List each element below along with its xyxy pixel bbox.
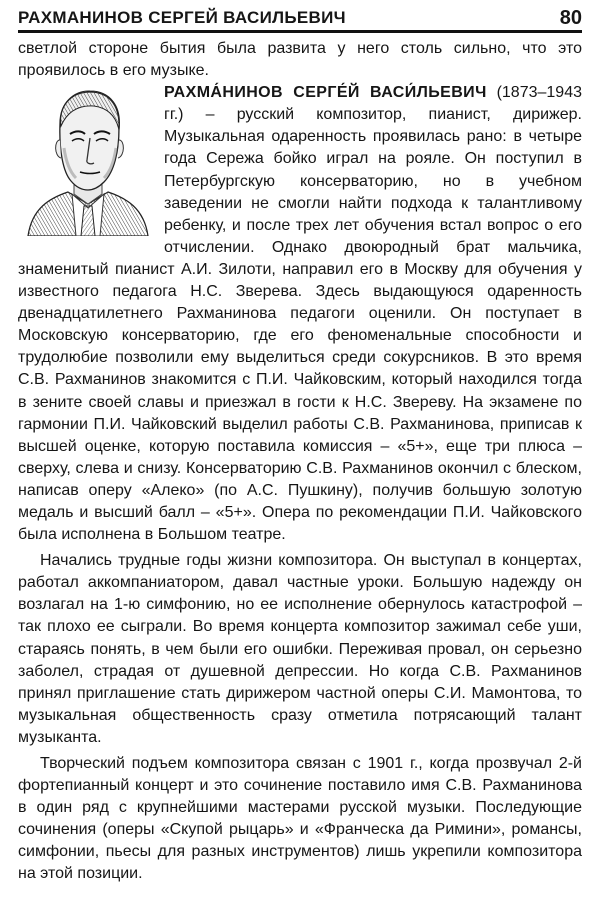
paragraph-3: Творческий подъем композитора связан с 1901 г., когда прозвучал 2-й фортепианный концерт и это сочинение поставило имя С.В. Рахманинова в один ряд с крупнейшими мастерами русской музыки. Последующие сочинения (оперы «Скупой рыцарь» и «Франческа да Римини», романсы, симфонии, пьесы для разных инструментов) лишь укрепили композитора на этой позиции. [18,755,582,883]
portrait-engraving-icon [24,86,152,236]
running-title: РАХМАНИНОВ СЕРГЕЙ ВАСИЛЬЕВИЧ [18,8,346,27]
paragraph-1-text: (1873–1943 гг.) – русский композитор, пианист, дирижер. Музыкальная одаренность проявилась рано: в четыре года Сережа бойко играл на рояле. Он поступил в Петербургскую консерваторию, но в учебном заведении не смогли найти подхода к талантливому ребенку, и после трех лет обучения встал вопрос о его отчислении. Однако двоюродный брат мальчика, знаменитый пианист А.И. Зилоти, направил его в Москву для обучения у известного педагога Н.С. Зверева. Здесь выдающуюся одаренность двенадцатилетнего Рахманинова педагоги оценили. Он поступает в Московскую консерваторию, где его феноменальные способности и трудолюбие позволили ему выделиться среди сокурсников. В это время С.В. Рахманинов знакомится с П.И. Чайковским, который находился тогда в зените своей славы и приезжал в гости к Н.С. Звереву. На экзамене по гармонии П.И. Чайковский выделил работы С.В. Рахманинова, приписав к высшей оценке, которую поставила комиссия – «5+», еще три плюса – сверху, слева и снизу. Консерваторию С.В. Рахманинов окончил с блеском, написав оперу «Алеко» (по А.С. Пушкину), получив большую золотую медаль и высший балл – «5+». Опера по рекомендации П.И. Чайковского была исполнена в Большом театре. [18,84,582,544]
page-number: 80 [559,6,582,29]
headword: РАХМА́НИНОВ СЕРГЕ́Й ВАСИ́ЛЬЕВИЧ [164,84,487,102]
continuation-text: светлой стороне бытия была развита у него столь сильно, что это проявилось в его музыке. [18,40,582,80]
article-body [18,33,582,886]
paragraph-2: Начались трудные годы жизни композитора. Он выступал в концертах, работал аккомпаниатором, давал частные уроки. Большую надежду он возлагал на 1-ю симфонию, но ее исполнение обернулось катастрофой – так плохо ее сыграли. Во время концерта композитор зажимал себе уши, стараясь понять, в чем были его ошибки. Переживая провал, он серьезно заболел, страдая от душевной депрессии. Но когда С.В. Рахманинов принял приглашение стать дирижером частной оперы С.И. Мамонтова, то музыкальная общественность сразу отметила потрясающий талант музыканта. [18,552,582,746]
running-header [18,0,582,33]
